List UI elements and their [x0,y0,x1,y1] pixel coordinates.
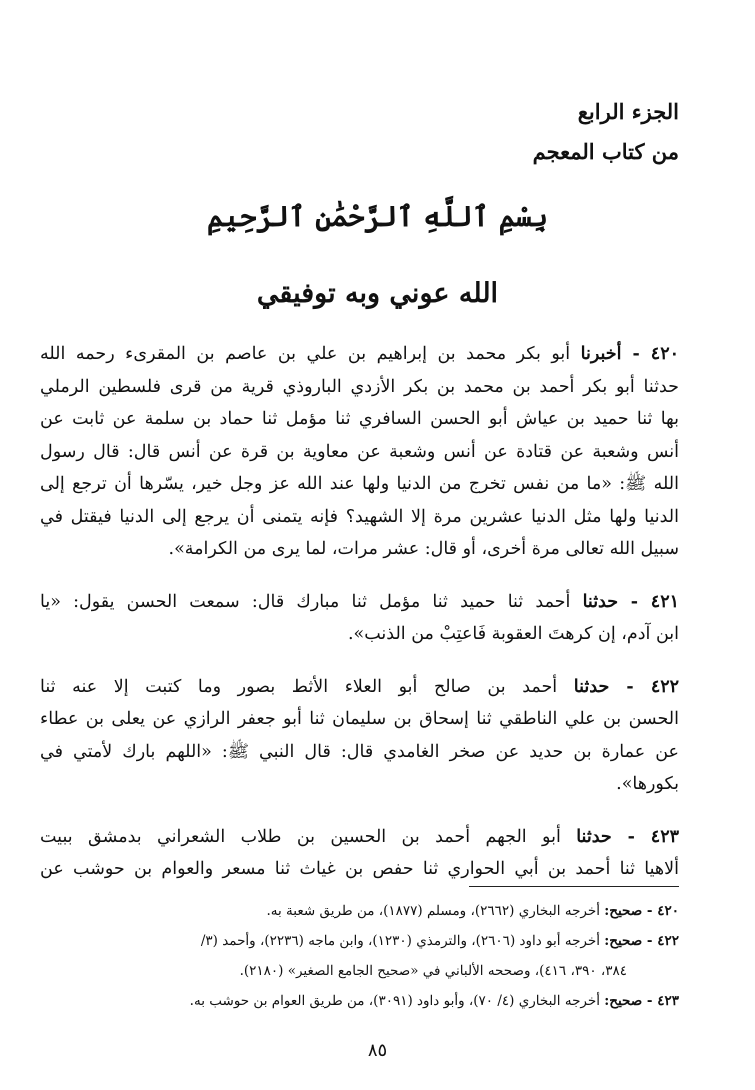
part-title: الجزء الرابع [577,99,679,124]
text-line: بها ثنا حميد بن عياش أبو الحسن السافري ثنا مؤمل ثنا حماد بن سلمة عن ثابت عن [40,409,679,429]
footnote-divider [469,886,679,887]
footnote-text: أخرجه أبو داود (٢٦٠٦)، والترمذي (١٢٣٠)، وابن ماجه (٢٢٣٦)، وأحمد (٣/ [200,933,600,949]
text-line: أحمد بن صالح أبو العلاء الأثط بصور وما كتبت إلا عنه ثنا [40,676,558,697]
text-line: أبو بكر محمد بن إبراهيم بن علي بن عاصم بن المقرىء رحمه الله [40,344,571,364]
basmala-calligraphy: بِسْمِ ٱللَّهِ ٱلرَّحْمَٰنِ ٱلرَّحِيمِ [207,200,548,233]
text-line: الدنيا ولها مثل الدنيا عشرين مرة إلا الشهيد؟ فإنه يتمنى أن يرجع إلى الدنيا فيقتل في [40,506,679,527]
hadith-entry-422 [40,671,679,801]
text-line: ابن آدم، إن كرهتَ العقوبة فَاعتِبْ من الذنب». [347,624,679,644]
footnote-text: أخرجه البخاري (٢٦٦٢)، ومسلم (١٨٧٧)، من طريق شعبة به. [266,903,600,919]
entry-lead: ٤٢٣ - حدثنا [576,826,679,847]
text-line: الحسن بن علي الناطقي ثنا إسحاق بن سليمان ثنا أبو جعفر الرازي عن يعلى بن عطاء [40,709,679,729]
entry-lead: ٤٢١ - حدثنا [582,591,679,612]
hadith-entry-421 [40,586,679,651]
text-line: ألاهيا ثنا أحمد بن أبي الحواري ثنا حفص بن غياث ثنا مسعر والعوام بن حوشب عن [40,859,679,879]
text-line: حدثنا أبو بكر أحمد بن محمد بن بكر الأزدي الباروذي قرية من قرى فلسطين الرملي [40,376,679,397]
hadith-entry-420 [40,338,679,566]
hadith-entry-423 [40,821,679,886]
text-line: سبيل الله تعالى مرة أخرى، أو قال: عشر مرات، لما يرى من الكرامة». [168,539,679,559]
footnote-text: أخرجه البخاري (٤/ ٧٠)، وأبو داود (٣٠٩١)، من طريق العوام بن حوشب به. [189,993,600,1009]
page-header [533,92,679,172]
text-line: أبو الجهم أحمد بن الحسين بن طلاب الشعراني بدمشق ببيت [40,826,561,847]
footnote-423 [40,986,679,1016]
entry-lead: ٤٢٢ - حدثنا [573,676,680,697]
footnote-lead: ٤٢٣ - صحيح: [604,993,679,1009]
entry-lead: ٤٢٠ - أخبرنا [580,344,679,364]
text-line: عن عمارة بن حديد عن صخر الغامدي قال: قال النبي ﷺ: «اللهم بارك لأمتي في [40,741,679,762]
text-line: أنس وشعبة عن قتادة عن أنس وشعبة عن معاوية بن قرة عن أنس قال: قال رسول [40,441,679,462]
footnote-lead: ٤٢٢ - صحيح: [604,933,679,949]
text-line: بكورها». [616,774,679,794]
text-line: الله ﷺ: «ما من نفس تخرج من الدنيا ولها عند الله عز وجل خير، يسّرها أن ترجع إلى [40,474,679,494]
invocation-heading: الله عوني وبه توفيقي [256,278,499,309]
footnotes [40,896,679,1016]
footnote-420 [40,896,679,926]
footnote-lead: ٤٢٠ - صحيح: [604,903,679,919]
main-text [40,338,679,906]
page-number: ٨٥ [367,1040,388,1061]
footnote-422-continuation: ٣٨٤، ٣٩٠، ٤١٦)، وصححه الألباني في «صحيح الجامع الصغير» (٢١٨٠). [239,963,627,979]
book-title: من كتاب المعجم [532,139,679,164]
footnote-422 [40,926,679,956]
text-line: أحمد ثنا حميد ثنا مؤمل ثنا مبارك قال: سمعت الحسن يقول: «يا [40,591,571,612]
